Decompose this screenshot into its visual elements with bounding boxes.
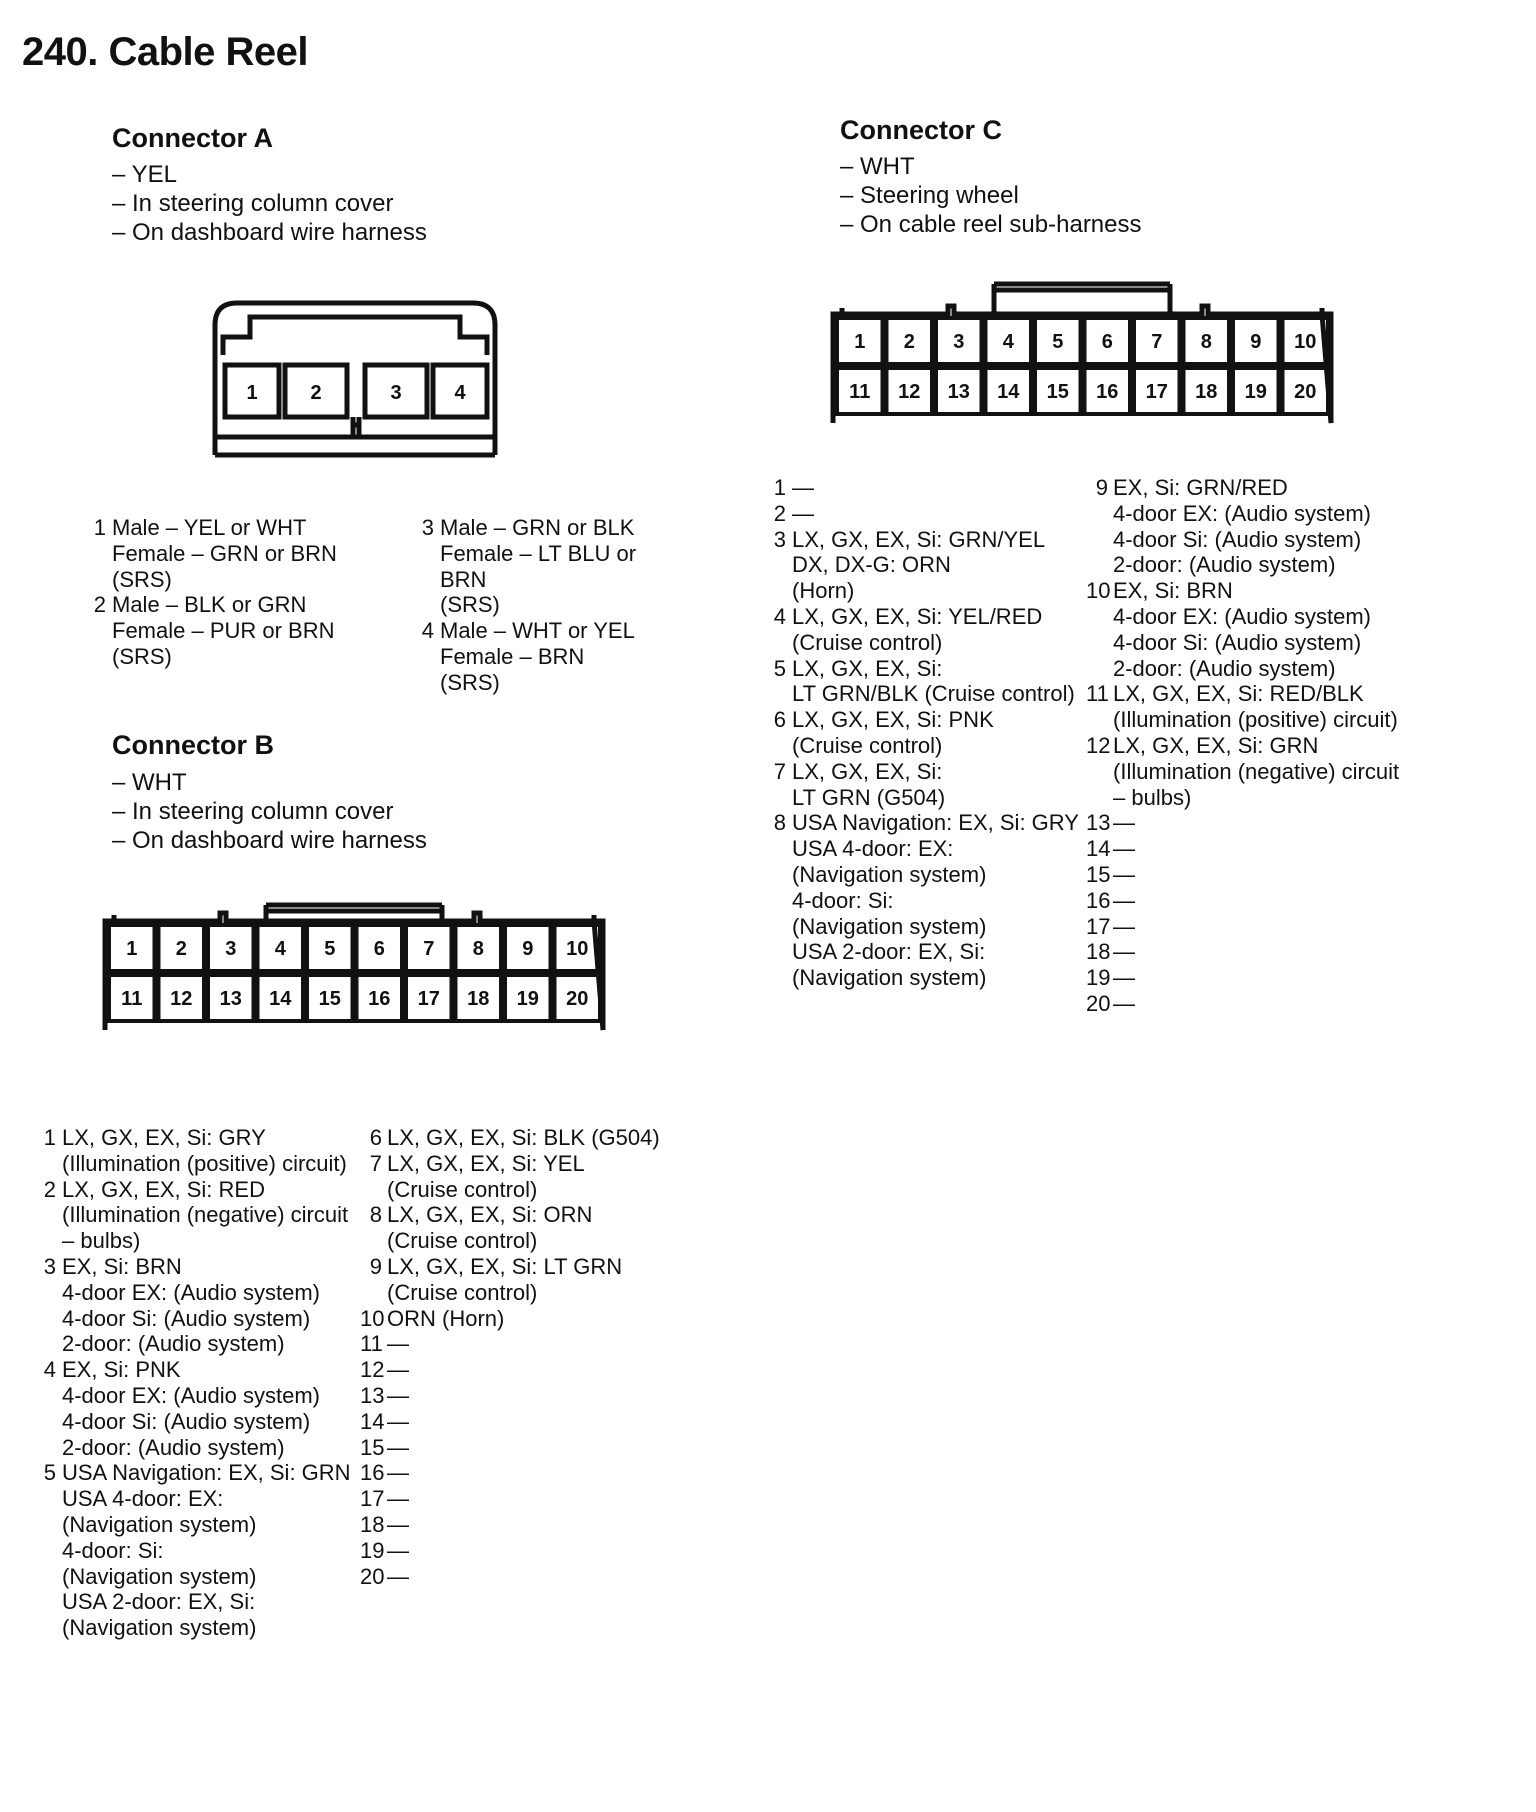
pin-description-line: —: [387, 1357, 409, 1383]
connector-c-terminal-label: 4: [1002, 331, 1014, 353]
pin-number: 14: [1086, 836, 1111, 862]
pin-number: 8: [773, 810, 786, 836]
connector-a-detail: – YEL: [112, 161, 177, 188]
pin-description-line: LX, GX, EX, Si: YEL/RED: [792, 603, 1043, 629]
pin-number: 7: [773, 758, 786, 784]
pin-number: 3: [773, 526, 786, 552]
pin-entry: [40, 1125, 360, 1177]
connector-a-housing: [215, 303, 495, 455]
connector-b-details: [112, 768, 427, 855]
pin-number: 2: [773, 500, 786, 526]
pin-entry: [360, 1460, 680, 1486]
connector-a-detail: – In steering column cover: [112, 190, 394, 217]
pin-entry: [360, 1435, 680, 1461]
page-title: 240. Cable Reel: [22, 30, 308, 74]
pin-number: 1: [93, 515, 106, 540]
pin-description-line: LX, GX, EX, Si: ORN: [387, 1202, 593, 1228]
pin-description-line: (Illumination (positive) circuit): [1113, 707, 1398, 733]
pin-description-line: (Navigation system): [792, 861, 987, 887]
pin-number: 4: [43, 1357, 56, 1383]
pin-number: 19: [360, 1537, 385, 1563]
pin-description-line: EX, Si: GRN/RED: [1113, 475, 1288, 500]
pin-description-line: —: [387, 1382, 409, 1408]
pin-description-line: (Navigation system): [62, 1563, 257, 1589]
connector-c-details: [840, 152, 1142, 239]
pin-entry: [360, 1254, 680, 1306]
pin-description-line: (Navigation system): [62, 1511, 257, 1537]
connector-a-terminal: 4: [454, 382, 466, 404]
pin-description-line: Male – BLK or GRN: [112, 592, 307, 618]
connector-c-terminal-label: 18: [1195, 381, 1218, 403]
pin-entry: [360, 1125, 680, 1151]
pin-description-line: Female – PUR or BRN: [112, 618, 335, 644]
pin-description-line: Male – GRN or BLK: [440, 515, 635, 540]
pin-entry: [1086, 578, 1416, 681]
pin-entry: [1086, 888, 1416, 914]
pin-description-line: —: [792, 475, 814, 500]
pin-number: 15: [1086, 861, 1111, 887]
connector-b-terminal-label: 1: [126, 938, 138, 960]
connector-c-terminal-label: 1: [854, 331, 866, 353]
pin-entry: [1086, 939, 1416, 965]
pin-number: 11: [1086, 681, 1109, 707]
pin-description-line: LX, GX, EX, Si: GRY: [62, 1125, 266, 1150]
connector-b-heading: Connector B: [112, 730, 274, 760]
pin-entry: [360, 1409, 680, 1435]
pin-description-line: (SRS): [112, 643, 172, 669]
connector-c-terminal-label: 3: [953, 331, 965, 353]
pin-description-line: LX, GX, EX, Si: GRN/YEL: [792, 526, 1046, 552]
pin-description-line: BRN: [440, 566, 487, 592]
pin-number: 20: [1086, 990, 1111, 1016]
pin-description-line: —: [1113, 836, 1135, 862]
connector-c-detail: – On cable reel sub-harness: [840, 211, 1142, 238]
pin-description-line: —: [387, 1434, 409, 1460]
pin-description-line: —: [387, 1563, 409, 1589]
pin-description-line: 4-door: Si:: [62, 1537, 164, 1563]
pin-description-line: 2-door: (Audio system): [1113, 552, 1336, 578]
pin-description-line: (Cruise control): [387, 1176, 538, 1202]
pin-description-line: —: [1113, 913, 1135, 939]
connector-b-terminal-label: 10: [566, 938, 589, 960]
connector-c-pinout-left: [770, 475, 1090, 991]
connector-a-pinout-right: [418, 515, 678, 696]
connector-b-terminal-label: 2: [175, 938, 187, 960]
connector-b-terminal-label: 8: [472, 938, 484, 960]
pin-description-line: —: [387, 1537, 409, 1563]
pin-description-line: USA 4-door: EX:: [792, 836, 954, 862]
pin-description-line: —: [1113, 810, 1135, 836]
connector-c-terminal-label: 19: [1244, 381, 1267, 403]
pin-description-line: LX, GX, EX, Si:: [792, 758, 943, 784]
pin-description-line: 4-door Si: (Audio system): [1113, 629, 1362, 655]
pin-entry: [360, 1512, 680, 1538]
pin-number: 14: [360, 1408, 385, 1434]
pin-description-line: —: [1113, 861, 1135, 887]
pin-number: 12: [360, 1357, 385, 1383]
pin-entry: [40, 1254, 360, 1357]
pin-number: 2: [43, 1176, 56, 1202]
connector-a-pinout-left: [90, 515, 390, 670]
pin-number: 10: [360, 1305, 385, 1331]
pin-entry: [770, 810, 1090, 991]
connector-c-terminal-label: 6: [1101, 331, 1113, 353]
pin-description-line: USA Navigation: EX, Si: GRN: [62, 1460, 351, 1486]
pin-description-line: 4-door Si: (Audio system): [62, 1305, 311, 1331]
connector-a-terminal: 2: [310, 382, 322, 404]
pin-number: 18: [1086, 939, 1111, 965]
connector-c-terminal-label: 14: [997, 381, 1020, 403]
connector-b-terminal-label: 15: [318, 988, 341, 1010]
pin-description-line: LX, GX, EX, Si: PNK: [792, 707, 994, 733]
pin-entry: [770, 759, 1090, 811]
pin-description-line: EX, Si: PNK: [62, 1357, 181, 1383]
pin-number: 7: [369, 1150, 382, 1176]
pin-description-line: USA Navigation: EX, Si: GRY: [792, 810, 1079, 836]
pin-entry: [1086, 475, 1416, 578]
connector-b-terminal-label: 20: [566, 988, 589, 1010]
connector-b-terminal-label: 9: [522, 938, 534, 960]
connector-b-terminal-label: 19: [516, 988, 539, 1010]
connector-a-details: [112, 160, 427, 247]
pin-number: 12: [1086, 732, 1111, 758]
pin-number: 18: [360, 1511, 385, 1537]
pin-description-line: 4-door EX: (Audio system): [62, 1382, 320, 1408]
connector-b-terminal-label: 12: [170, 988, 193, 1010]
connector-c-terminal-label: 17: [1145, 381, 1168, 403]
connector-b-terminal-label: 16: [368, 988, 391, 1010]
connector-c-heading: Connector C: [840, 115, 1002, 145]
pin-number: 10: [1086, 578, 1111, 604]
pin-description-line: (Cruise control): [387, 1279, 538, 1305]
pin-description-line: 4-door Si: (Audio system): [1113, 526, 1362, 552]
pin-description-line: 2-door: (Audio system): [62, 1434, 285, 1460]
connector-b-terminal-label: 14: [269, 988, 292, 1010]
pin-number: 20: [360, 1563, 385, 1589]
connector-b-terminal-label: 17: [417, 988, 440, 1010]
connector-b-detail: – In steering column cover: [112, 798, 394, 825]
pin-entry: [40, 1177, 360, 1254]
pin-description-line: USA 2-door: EX, Si:: [62, 1589, 256, 1615]
pin-entry: [418, 618, 678, 695]
pin-description-line: DX, DX-G: ORN: [792, 552, 951, 578]
connector-c-pinout-right: [1086, 475, 1416, 1017]
pin-description-line: (SRS): [440, 592, 500, 618]
connector-a-cells: [225, 365, 487, 417]
pin-entry: [1086, 862, 1416, 888]
pin-description-line: LX, GX, EX, Si: BLK (G504): [387, 1125, 660, 1150]
pin-number: 11: [360, 1331, 383, 1357]
connector-c-terminal-label: 12: [898, 381, 921, 403]
connector-c-terminal-label: 20: [1294, 381, 1317, 403]
connector-c-detail: – WHT: [840, 153, 915, 180]
pin-number: 17: [1086, 913, 1111, 939]
pin-description-line: (SRS): [112, 566, 172, 592]
connector-b-terminal-label: 6: [373, 938, 385, 960]
pin-description-line: (Cruise control): [387, 1228, 538, 1254]
pin-description-line: ORN (Horn): [387, 1305, 505, 1331]
pin-entry: [90, 515, 390, 592]
pin-description-line: (SRS): [440, 669, 500, 695]
pin-description-line: (Illumination (negative) circuit: [62, 1202, 349, 1228]
pin-number: 5: [43, 1460, 56, 1486]
pin-description-line: —: [387, 1408, 409, 1434]
pin-description-line: (Navigation system): [62, 1615, 257, 1641]
connector-c-detail: – Steering wheel: [840, 182, 1019, 209]
pin-description-line: —: [387, 1460, 409, 1486]
pin-number: 9: [369, 1253, 382, 1279]
pin-entry: [360, 1331, 680, 1357]
pin-entry: [770, 604, 1090, 656]
pin-entry: [770, 707, 1090, 759]
pin-description-line: —: [387, 1486, 409, 1512]
pin-description-line: (Navigation system): [792, 965, 987, 991]
pin-number: 6: [773, 707, 786, 733]
pin-entry: [1086, 914, 1416, 940]
connector-a-diagram: [205, 295, 505, 460]
pin-description-line: LX, GX, EX, Si: RED: [62, 1176, 265, 1202]
connector-b-terminal-label: 18: [467, 988, 490, 1010]
connector-b-detail: – On dashboard wire harness: [112, 827, 427, 854]
pin-entry: [770, 527, 1090, 604]
connector-a-terminal: 3: [390, 382, 402, 404]
pin-description-line: – bulbs): [62, 1228, 141, 1254]
pin-description-line: USA 2-door: EX, Si:: [792, 939, 986, 965]
connector-c-terminal-label: 7: [1151, 331, 1163, 353]
pin-description-line: – bulbs): [1113, 784, 1192, 810]
pin-entry: [418, 515, 678, 618]
pin-description-line: (Horn): [792, 578, 855, 604]
pin-number: 3: [421, 515, 434, 540]
connector-b-terminal-label: 5: [324, 938, 336, 960]
connector-c-terminal-label: 11: [849, 381, 871, 403]
pin-number: 13: [360, 1382, 385, 1408]
pin-entry: [360, 1564, 680, 1590]
pin-entry: [360, 1383, 680, 1409]
pin-description-line: USA 4-door: EX:: [62, 1486, 224, 1512]
pin-description-line: LX, GX, EX, Si: YEL: [387, 1150, 585, 1176]
connector-b-terminal-label: 3: [225, 938, 237, 960]
pin-description-line: LX, GX, EX, Si:: [792, 655, 943, 681]
pin-description-line: LT GRN/BLK (Cruise control): [792, 681, 1075, 707]
pin-number: 16: [360, 1460, 385, 1486]
pin-number: 8: [369, 1202, 382, 1228]
pin-description-line: Female – GRN or BRN: [112, 540, 337, 566]
pin-description-line: —: [1113, 965, 1135, 991]
pin-number: 2: [93, 592, 106, 618]
pin-description-line: (Cruise control): [792, 629, 943, 655]
pin-entry: [1086, 991, 1416, 1017]
pin-entry: [360, 1151, 680, 1203]
pin-description-line: —: [792, 500, 814, 526]
connector-c-terminal-label: 2: [903, 331, 915, 353]
pin-description-line: EX, Si: BRN: [62, 1253, 182, 1279]
pin-description-line: LX, GX, EX, Si: LT GRN: [387, 1253, 623, 1279]
pin-number: 15: [360, 1434, 385, 1460]
pin-description-line: 4-door EX: (Audio system): [1113, 500, 1371, 526]
pin-description-line: 4-door Si: (Audio system): [62, 1408, 311, 1434]
pin-number: 1: [43, 1125, 56, 1150]
pin-number: 4: [773, 603, 786, 629]
pin-number: 5: [773, 655, 786, 681]
pin-description-line: —: [387, 1511, 409, 1537]
connector-c-terminal-label: 9: [1250, 331, 1262, 353]
pin-entry: [1086, 681, 1416, 733]
connector-c-terminal-label: 16: [1096, 381, 1119, 403]
pin-entry: [1086, 810, 1416, 836]
pin-description-line: LT GRN (G504): [792, 784, 946, 810]
pin-description-line: (Navigation system): [792, 913, 987, 939]
connector-a-detail: – On dashboard wire harness: [112, 219, 427, 246]
pin-description-line: 2-door: (Audio system): [62, 1331, 285, 1357]
connector-b-terminal-label: 11: [121, 988, 143, 1010]
pin-description-line: LX, GX, EX, Si: RED/BLK: [1113, 681, 1364, 707]
connector-b-diagram: [102, 885, 612, 1035]
pin-entry: [360, 1486, 680, 1512]
pin-entry: [90, 592, 390, 669]
connector-c-diagram: [830, 278, 1340, 428]
pin-entry: [1086, 733, 1416, 810]
pin-description-line: Female – BRN: [440, 643, 585, 669]
pin-description-line: —: [1113, 887, 1135, 913]
connector-b-detail: – WHT: [112, 769, 187, 796]
pin-description-line: Male – WHT or YEL: [440, 618, 635, 644]
pin-entry: [1086, 965, 1416, 991]
pin-entry: [1086, 836, 1416, 862]
pin-number: 4: [421, 618, 434, 644]
pin-description-line: (Illumination (positive) circuit): [62, 1150, 347, 1176]
pin-description-line: 4-door: Si:: [792, 887, 894, 913]
pin-description-line: 4-door EX: (Audio system): [1113, 603, 1371, 629]
pin-entry: [360, 1306, 680, 1332]
pin-number: 17: [360, 1486, 385, 1512]
pin-number: 9: [1095, 475, 1108, 500]
connector-c-cells: [837, 318, 1328, 414]
connector-b-pinout-left: [40, 1125, 360, 1641]
pin-entry: [360, 1538, 680, 1564]
pin-description-line: LX, GX, EX, Si: GRN: [1113, 732, 1319, 758]
connector-b-terminal-label: 4: [274, 938, 286, 960]
connector-b-terminal-label: 7: [423, 938, 435, 960]
pin-entry: [770, 656, 1090, 708]
pin-description-line: 2-door: (Audio system): [1113, 655, 1336, 681]
pin-entry: [770, 501, 1090, 527]
connector-c-terminal-label: 8: [1200, 331, 1212, 353]
pin-description-line: (Cruise control): [792, 732, 943, 758]
pin-description-line: EX, Si: BRN: [1113, 578, 1233, 604]
pin-description-line: —: [387, 1331, 409, 1357]
pin-entry: [360, 1202, 680, 1254]
pin-description-line: Female – LT BLU or: [440, 540, 637, 566]
pin-description-line: —: [1113, 990, 1135, 1016]
pin-description-line: 4-door EX: (Audio system): [62, 1279, 320, 1305]
connector-c-terminal-label: 5: [1052, 331, 1064, 353]
pin-entry: [40, 1460, 360, 1641]
connector-b-pinout-right: [360, 1125, 680, 1589]
pin-number: 1: [773, 475, 786, 500]
connector-c-terminal-label: 15: [1046, 381, 1069, 403]
pin-number: 13: [1086, 810, 1111, 836]
pin-entry: [770, 475, 1090, 501]
connector-c-terminal-label: 10: [1294, 331, 1317, 353]
pin-description-line: Male – YEL or WHT: [112, 515, 307, 540]
connector-a-heading: Connector A: [112, 123, 273, 153]
pin-number: 3: [43, 1253, 56, 1279]
connector-b-cells: [109, 925, 600, 1021]
connector-c-terminal-label: 13: [947, 381, 970, 403]
connector-b-terminal-label: 13: [219, 988, 242, 1010]
connector-a-terminal: 1: [246, 382, 258, 404]
pin-number: 16: [1086, 887, 1111, 913]
pin-entry: [360, 1357, 680, 1383]
pin-number: 19: [1086, 965, 1111, 991]
pin-number: 6: [369, 1125, 382, 1150]
pin-description-line: (Illumination (negative) circuit: [1113, 758, 1400, 784]
pin-entry: [40, 1357, 360, 1460]
pin-description-line: —: [1113, 939, 1135, 965]
